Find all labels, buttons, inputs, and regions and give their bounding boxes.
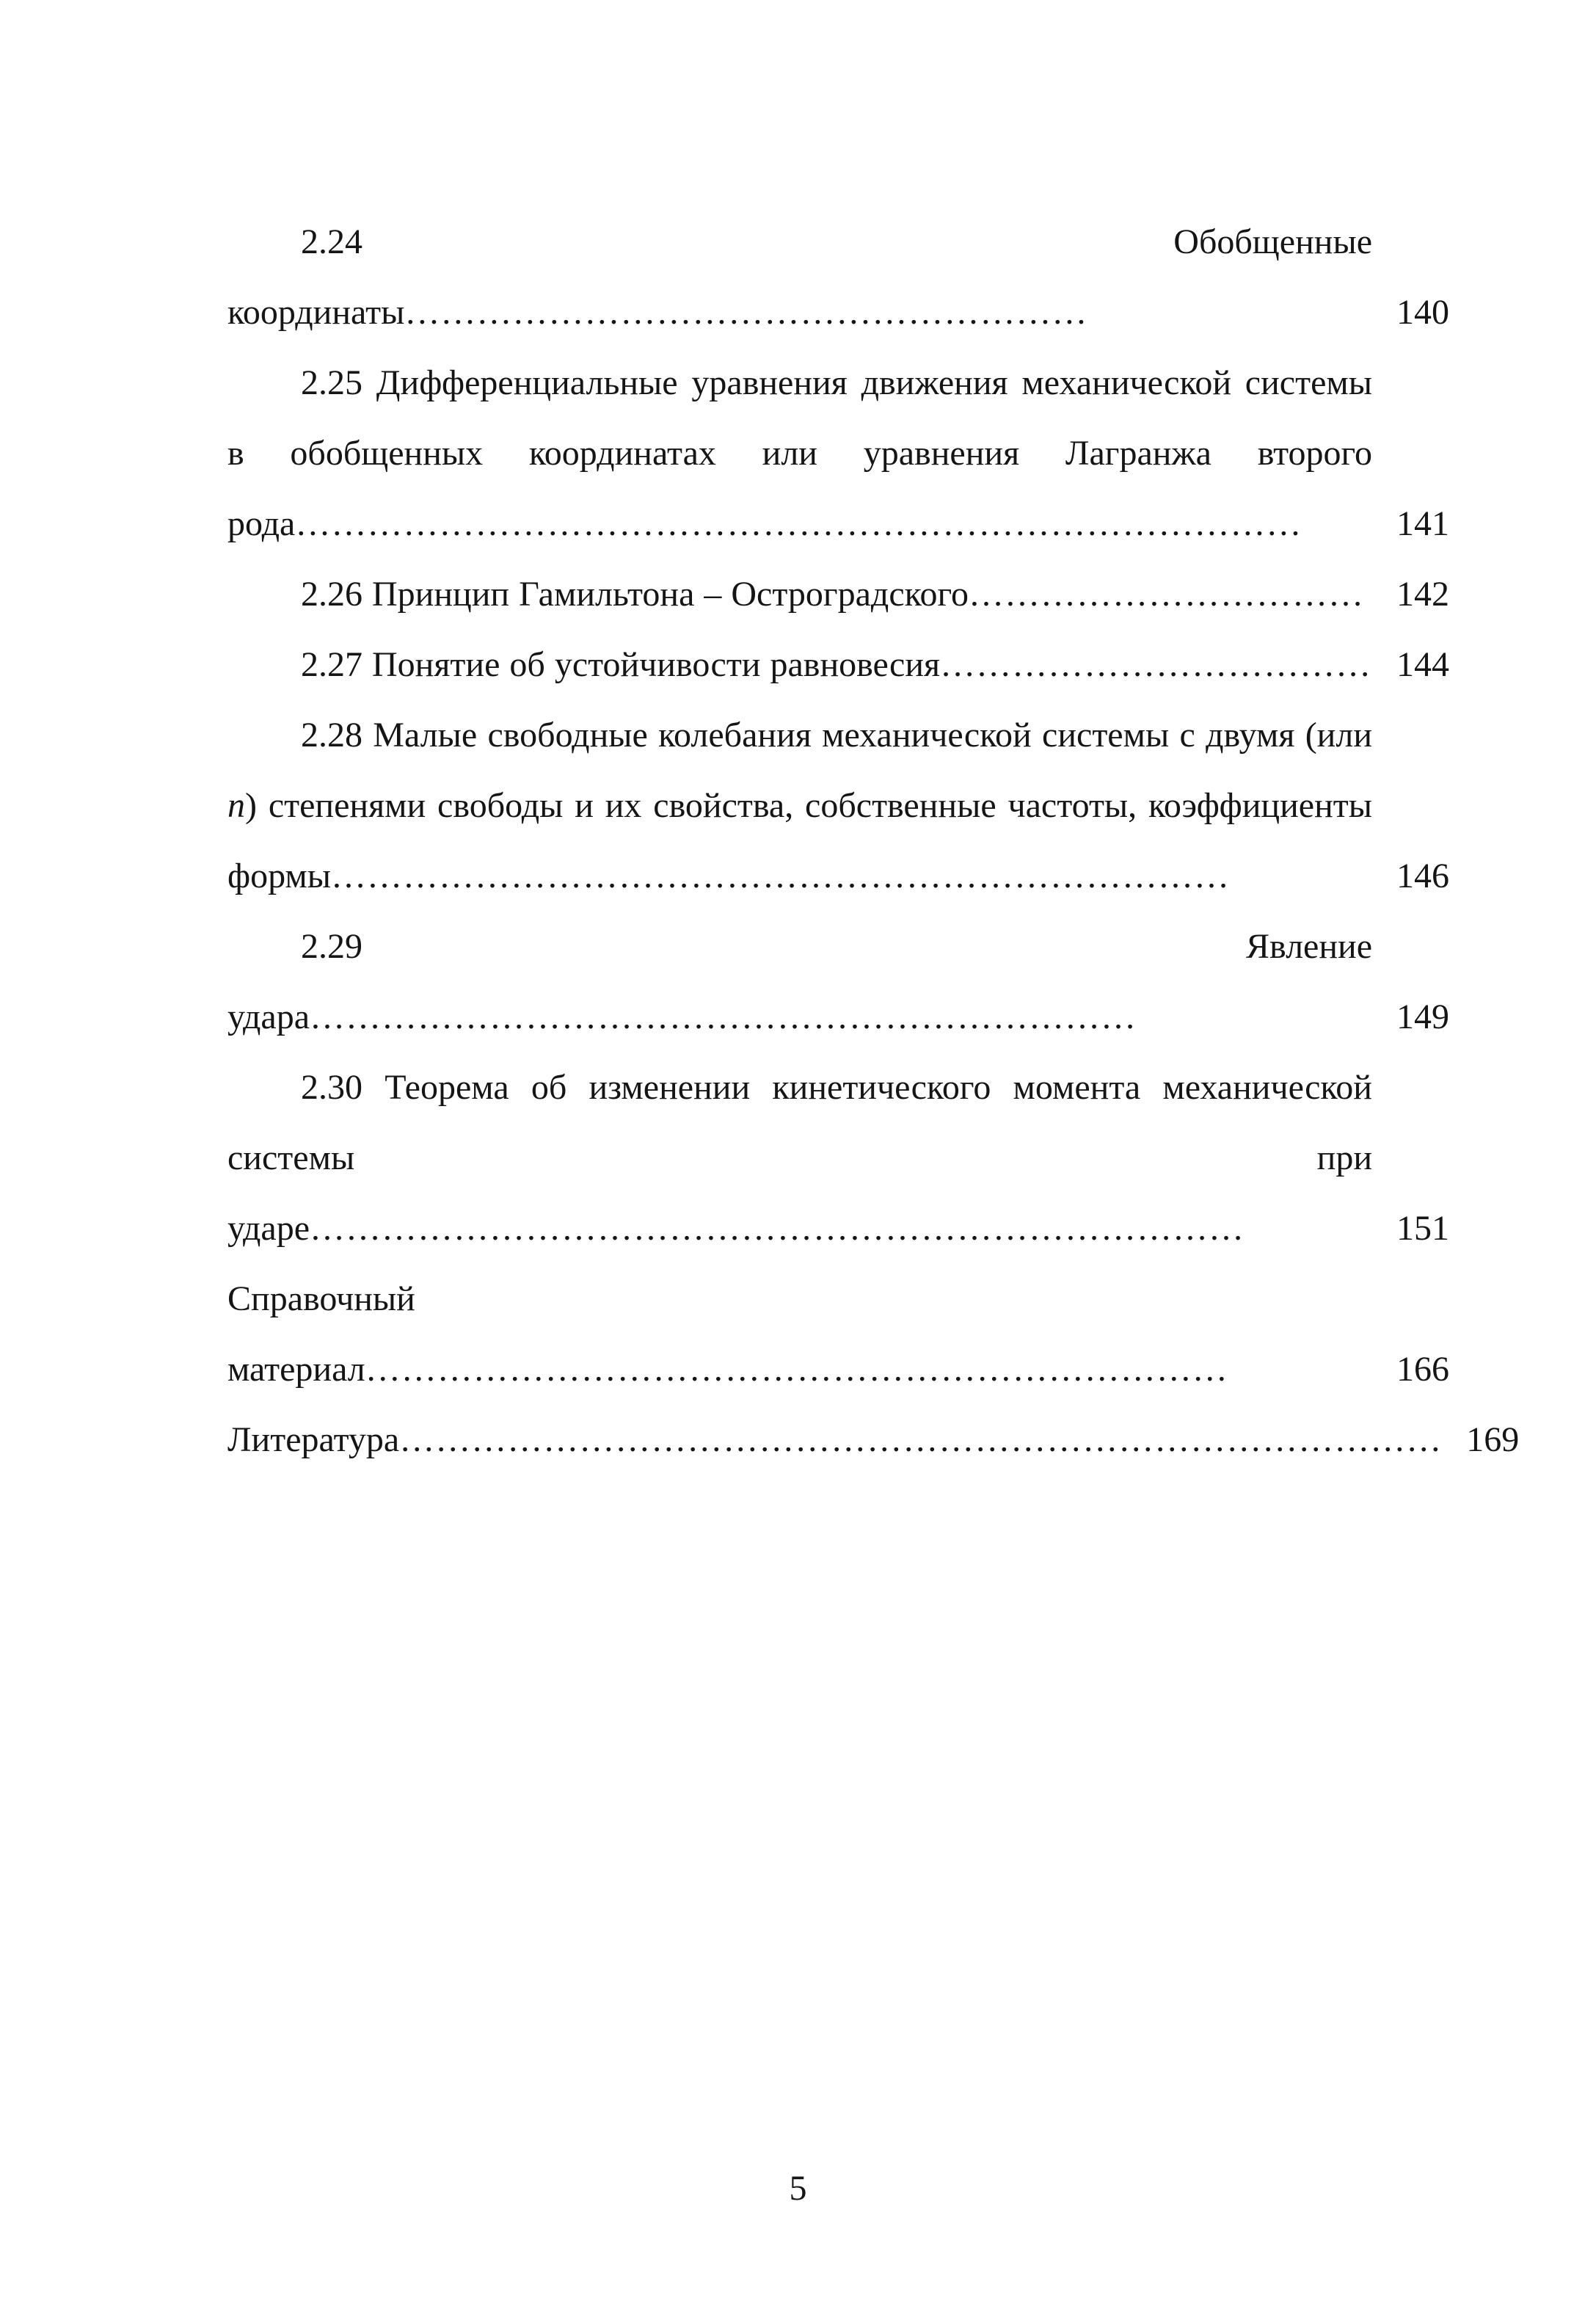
- toc-entry-text: [227, 630, 1372, 700]
- toc-entry-text: [227, 207, 1372, 348]
- toc-entry-text-segment: 2.24 Обобщенные координаты: [227, 222, 1372, 332]
- toc-entry-page: 151: [1396, 1209, 1449, 1248]
- toc-entry-page: 144: [1396, 645, 1449, 684]
- toc-entry-page: 166: [1396, 1350, 1449, 1389]
- toc-entry-page: 140: [1396, 293, 1449, 332]
- leader-dots: ……………………………………………………………: [310, 997, 1137, 1036]
- toc-list: [227, 207, 1520, 1475]
- toc-entry-page: 169: [1466, 1420, 1520, 1459]
- leader-dots: ………………………………: [940, 645, 1372, 684]
- toc-entry-text-segment: 2.30 Теорема об изменении кинетического момента механической системы при ударе: [227, 1068, 1372, 1248]
- toc-entry: [227, 1405, 1520, 1475]
- toc-entry-text-segment: 2.29 Явление удара: [227, 927, 1372, 1036]
- leader-dots: …………………………………………………………………………: [295, 504, 1302, 543]
- leader-dots: ……………………………………………………………………………: [399, 1420, 1443, 1459]
- toc-entry-text: [227, 700, 1372, 912]
- leader-dots: …………………………………………………: [404, 293, 1088, 332]
- toc-entry-text-segment: Справочный материал: [227, 1279, 415, 1389]
- leader-dots: ……………………………: [969, 575, 1364, 614]
- toc-entry-page: 141: [1396, 504, 1449, 543]
- toc-entry-text-segment: 2.28 Малые свободные колебания механической системы с двумя (или: [301, 716, 1372, 755]
- toc-entry-text: [227, 348, 1372, 559]
- toc-entry-text: [227, 1405, 1442, 1475]
- toc-entry-text-segment: n: [227, 786, 245, 825]
- toc-entry-text-segment: 2.26 Принцип Гамильтона – Остроградского: [301, 575, 969, 614]
- toc-entry-text: [227, 1053, 1372, 1264]
- toc-entry-text-segment: Литература: [227, 1420, 400, 1459]
- toc-entry: [227, 700, 1449, 912]
- toc-entry-text-segment: 2.27 Понятие об устойчивости равновесия: [301, 645, 941, 684]
- toc-entry: [227, 559, 1449, 630]
- toc-entry-page: 142: [1396, 575, 1449, 614]
- toc-entry: [227, 207, 1449, 348]
- toc-entry: [227, 1264, 1449, 1405]
- leader-dots: …………………………………………………………………: [331, 857, 1230, 895]
- toc-entry-text-segment: 2.25 Дифференциальные уравнения движения механической системы в обобщенных координатах или уравнения Лагранжа второго рода: [227, 363, 1372, 543]
- leader-dots: ……………………………………………………………………: [310, 1209, 1245, 1248]
- toc-entry-page: 146: [1396, 857, 1449, 895]
- toc-entry: [227, 630, 1449, 700]
- leader-dots: ………………………………………………………………: [365, 1350, 1228, 1389]
- page-number: 5: [789, 2169, 807, 2208]
- toc-entry-text-segment: ) степенями свободы и их свойства, собственные частоты, коэффициенты формы: [227, 786, 1372, 895]
- toc-entry: [227, 348, 1449, 559]
- toc-entry-page: 149: [1396, 997, 1449, 1036]
- toc-entry-text: [227, 559, 1372, 630]
- toc-entry-text: [227, 912, 1372, 1053]
- toc-entry: [227, 1053, 1449, 1264]
- toc-entry: [227, 912, 1449, 1053]
- toc-entry-text: [227, 1264, 1372, 1405]
